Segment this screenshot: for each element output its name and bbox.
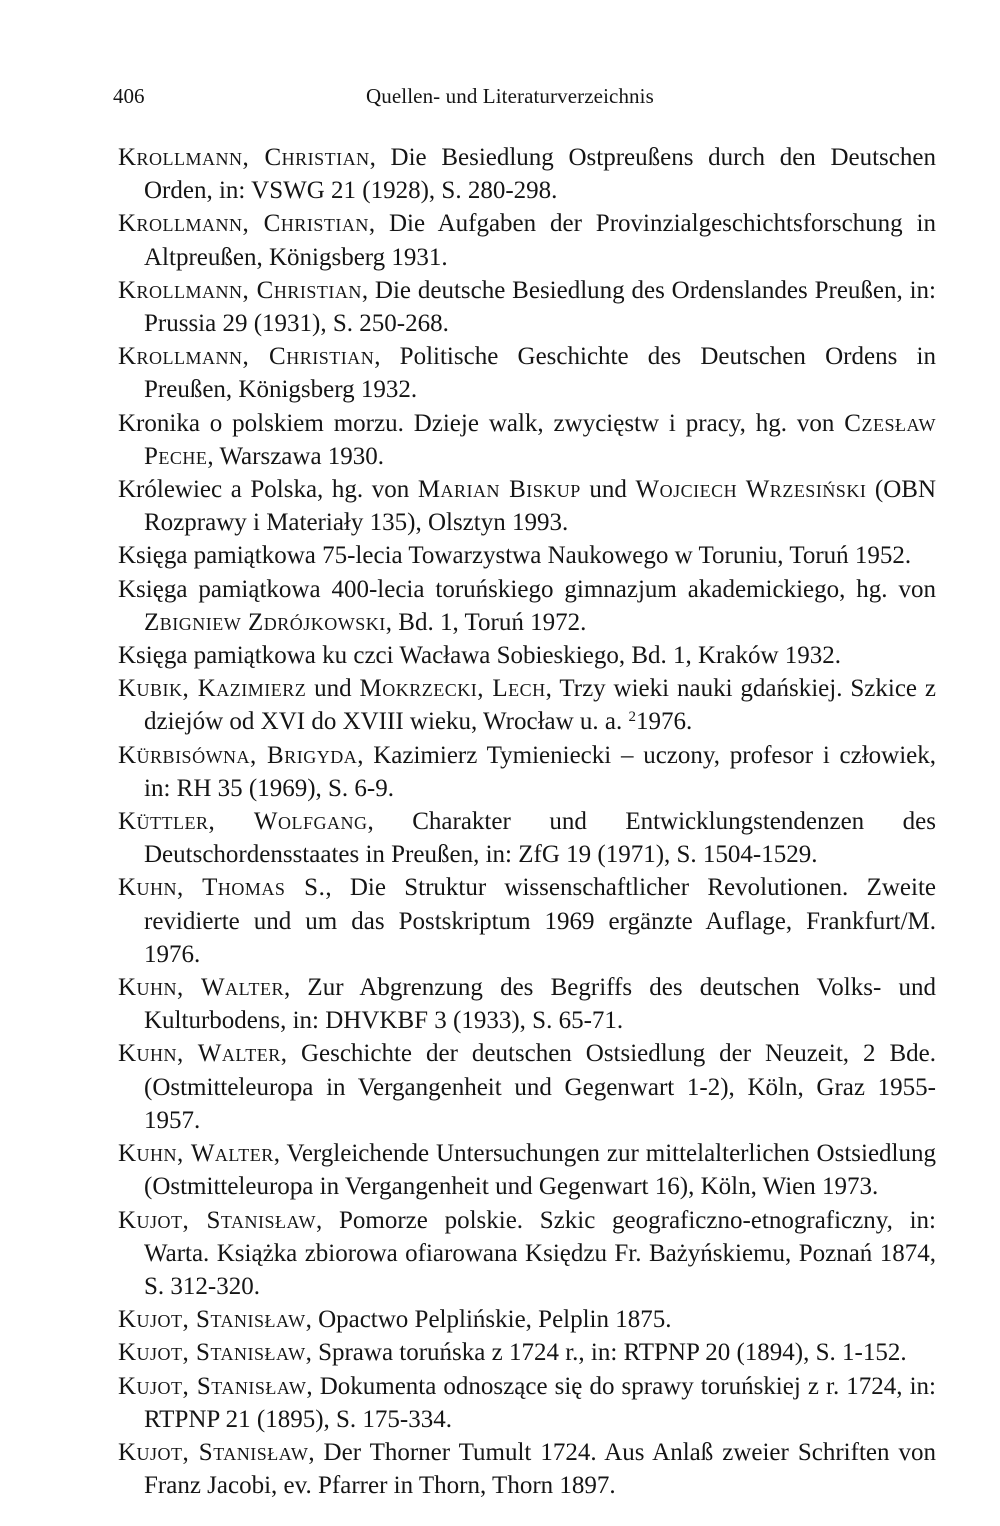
entry-text: , Die Aufgaben der Provinzialgeschichtsforschung in Altpreußen, Königsberg 1931.	[144, 210, 936, 271]
bibliography-entry	[118, 1137, 936, 1203]
entry-author: Kujot, Stanisław	[118, 1306, 306, 1334]
entry-text: , Politische Geschichte des Deutschen Ordens in Preußen, Königsberg 1932.	[144, 343, 936, 404]
entry-text: , Zur Abgrenzung des Begriffs des deutschen Volks- und Kulturbodens, in: DHVKBF 3 (1933), S. 65-71.	[144, 974, 936, 1035]
bibliography-entry	[118, 1303, 936, 1336]
bibliography-entry	[118, 274, 936, 340]
entry-text: , Pomorze polskie. Szkic geograficzno-etnograficzny, in: Warta. Książka zbiorowa ofiarowana Księdzu Fr. Bażyńskiemu, Poznań 1874, S. 312-320.	[144, 1206, 936, 1300]
entry-text: , Opactwo Pelplińskie, Pelplin 1875.	[305, 1306, 672, 1334]
page-number: 406	[113, 84, 145, 108]
bibliography-entry	[118, 971, 936, 1037]
bibliography-entry	[118, 739, 936, 805]
bibliography-entry	[118, 871, 936, 971]
entry-editor: Zbigniew Zdrójkowski	[144, 608, 386, 636]
entry-author: Krollmann, Christian	[118, 210, 369, 238]
bibliography-entry	[118, 1037, 936, 1137]
entry-text: , Kazimierz Tymieniecki – uczony, profesor i człowiek, in: RH 35 (1969), S. 6-9.	[144, 741, 937, 802]
bibliography-entry	[118, 1436, 936, 1502]
bibliography-entry	[118, 672, 936, 738]
entry-text: und	[580, 476, 636, 504]
entry-text: , Die Struktur wissenschaftlicher Revolutionen. Zweite revidierte und um das Postskriptum 1969 ergänzte Auflage, Frankfurt/M. 1976.	[144, 874, 936, 968]
entry-author: Krollmann, Christian	[118, 276, 362, 304]
entry-text: Księga pamiątkowa ku czci Wacława Sobieskiego, Bd. 1, Kraków 1932.	[118, 642, 842, 670]
entry-author: Krollmann, Christian	[118, 343, 375, 371]
entry-author: Küttler, Wolfgang	[118, 808, 368, 836]
entry-author: Kujot, Stanisław	[118, 1438, 309, 1466]
bibliography-list	[118, 141, 936, 1502]
entry-text: 1976.	[636, 708, 693, 736]
entry-author: Kuhn, Thomas S.	[118, 874, 326, 902]
entry-editor: Marian Biskup	[417, 476, 581, 504]
entry-author: Kujot, Stanisław	[118, 1339, 306, 1367]
entry-text: , Die deutsche Besiedlung des Ordenslandes Preußen, in: Prussia 29 (1931), S. 250-268.	[144, 276, 936, 338]
entry-text: Księga pamiątkowa 400-lecia toruńskiego gimnazjum akademickiego, hg. von	[118, 575, 936, 603]
bibliography-entry	[118, 340, 936, 406]
entry-author: Kuhn, Walter	[118, 1140, 274, 1168]
entry-author: Kujot, Stanisław	[118, 1206, 317, 1234]
entry-text: Księga pamiątkowa 75-lecia Towarzystwa Naukowego w Toruniu, Toruń 1952.	[118, 542, 912, 570]
entry-text: , Geschichte der deutschen Ostsiedlung der Neuzeit, 2 Bde. (Ostmitteleuropa in Vergangenheit und Gegenwart 1-2), Köln, Graz 1955-1957.	[144, 1040, 936, 1134]
entry-author: Krollmann, Christian	[118, 144, 370, 171]
bibliography-entry	[118, 1370, 936, 1436]
entry-text: Kronika o polskiem morzu. Dzieje walk, zwycięstw i pracy, hg. von	[118, 409, 845, 437]
entry-text: , Dokumenta odnoszące się do sprawy toruńskiej z r. 1724, in: RTPNP 21 (1895), S. 175-334.	[144, 1372, 936, 1433]
bibliography-entry	[118, 639, 936, 672]
entry-author: Kujot, Stanisław	[118, 1372, 307, 1400]
entry-author: Kuhn, Walter	[118, 1040, 281, 1068]
entry-author: Mokrzecki, Lech	[359, 675, 546, 703]
bibliography-entry	[118, 539, 936, 572]
entry-author: Kubik, Kazimierz	[118, 675, 307, 703]
entry-text: , Bd. 1, Toruń 1972.	[385, 608, 587, 636]
entry-text: und	[306, 675, 360, 703]
bibliography-entry	[118, 207, 936, 273]
entry-text: (OBN Rozprawy i Materiały 135), Olsztyn 1993.	[144, 476, 937, 537]
bibliography-entry	[118, 473, 936, 539]
bibliography-entry	[118, 573, 936, 639]
entry-author: Kuhn, Walter	[118, 974, 284, 1002]
bibliography-entry	[118, 407, 936, 473]
page-header	[113, 84, 913, 114]
entry-text: Królewiec a Polska, hg. von	[118, 476, 418, 504]
bibliography-entry	[118, 805, 936, 871]
entry-editor: Czesław Peche	[144, 409, 936, 470]
edition-superscript: 2	[628, 709, 637, 726]
entry-editor: Wojciech Wrzesiński	[635, 476, 867, 504]
bibliography-entry	[118, 1204, 936, 1304]
entry-text: , Sprawa toruńska z 1724 r., in: RTPNP 20 (1894), S. 1-152.	[305, 1339, 907, 1367]
bibliography-entry	[118, 1336, 936, 1369]
entry-text: , Vergleichende Untersuchungen zur mittelalterlichen Ostsiedlung (Ostmitteleuropa in Vergangenheit und Gegenwart 16), Köln, Wien 1973.	[144, 1140, 936, 1201]
bibliography-entry	[118, 141, 936, 207]
entry-text: , Warszawa 1930.	[207, 442, 385, 470]
entry-text: , Charakter und Entwicklungstendenzen des Deutschordensstaates in Preußen, in: ZfG 19 (1971), S. 1504-1529.	[144, 808, 937, 869]
running-title: Quellen- und Literaturverzeichnis	[366, 84, 654, 108]
entry-text: , Die Besiedlung Ostpreußens durch den Deutschen Orden, in: VSWG 21 (1928), S. 280-298.	[144, 144, 936, 205]
entry-text: , Trzy wieki nauki gdańskiej. Szkice z dziejów od XVI do XVIII wieku, Wrocław u. a.	[144, 675, 936, 736]
entry-text: , Der Thorner Tumult 1724. Aus Anlaß zweier Schriften von Franz Jacobi, ev. Pfarrer in Thorn, Thorn 1897.	[144, 1438, 936, 1500]
entry-author: Kürbisówna, Brigyda	[118, 741, 358, 769]
